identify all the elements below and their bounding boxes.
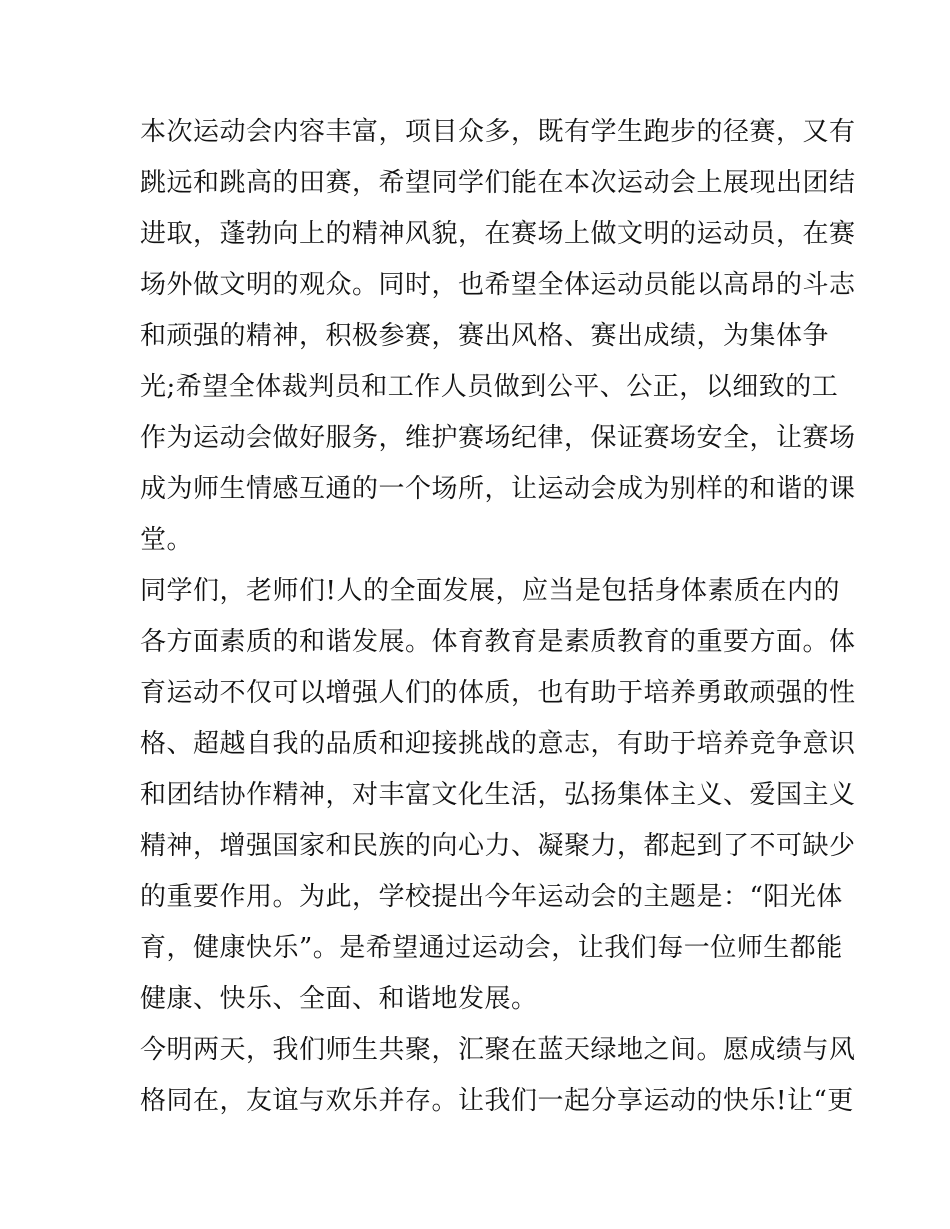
text-line: 本次运动会内容丰富，项目众多，既有学生跑步的径赛，又有 <box>140 117 856 147</box>
text-line: 成为师生情感互通的一个场所，让运动会成为别样的和谐的课 <box>140 474 856 504</box>
text-line: 格、超越自我的品质和迎接挑战的意志，有助于培养竞争意识 <box>140 729 856 759</box>
text-line: 的重要作用。为此，学校提出今年运动会的主题是：“阳光体 <box>140 882 843 912</box>
text-line: 堂。 <box>140 525 194 555</box>
text-line: 和顽强的精神，积极参赛，赛出风格、赛出成绩，为集体争 <box>140 321 830 351</box>
text-line: 育运动不仅可以增强人们的体质，也有助于培养勇敢顽强的性 <box>140 678 856 708</box>
text-line: 健康、快乐、全面、和谐地发展。 <box>140 984 538 1014</box>
text-line: 各方面素质的和谐发展。体育教育是素质教育的重要方面。体 <box>140 627 856 657</box>
text-line: 跳远和跳高的田赛，希望同学们能在本次运动会上展现出团结 <box>140 168 856 198</box>
text-line: 今明两天，我们师生共聚，汇聚在蓝天绿地之间。愿成绩与风 <box>140 1035 856 1065</box>
text-line: 同学们，老师们!人的全面发展，应当是包括身体素质在内的 <box>140 576 840 606</box>
text-line: 格同在，友谊与欢乐并存。让我们一起分享运动的快乐!让“更 <box>140 1086 854 1116</box>
text-line: 作为运动会做好服务，维护赛场纪律，保证赛场安全，让赛场 <box>140 423 856 453</box>
text-line: 场外做文明的观众。同时，也希望全体运动员能以高昂的斗志 <box>140 270 856 300</box>
body-text <box>140 107 856 1127</box>
text-line: 育，健康快乐”。是希望通过运动会，让我们每一位师生都能 <box>140 933 843 963</box>
text-line: 精神，增强国家和民族的向心力、凝聚力，都起到了不可缺少 <box>140 831 856 861</box>
text-line: 进取，蓬勃向上的精神风貌，在赛场上做文明的运动员，在赛 <box>140 219 856 249</box>
text-line: 光;希望全体裁判员和工作人员做到公平、公正，以细致的工 <box>140 372 839 402</box>
text-line: 和团结协作精神，对丰富文化生活，弘扬集体主义、爱国主义 <box>140 780 856 810</box>
